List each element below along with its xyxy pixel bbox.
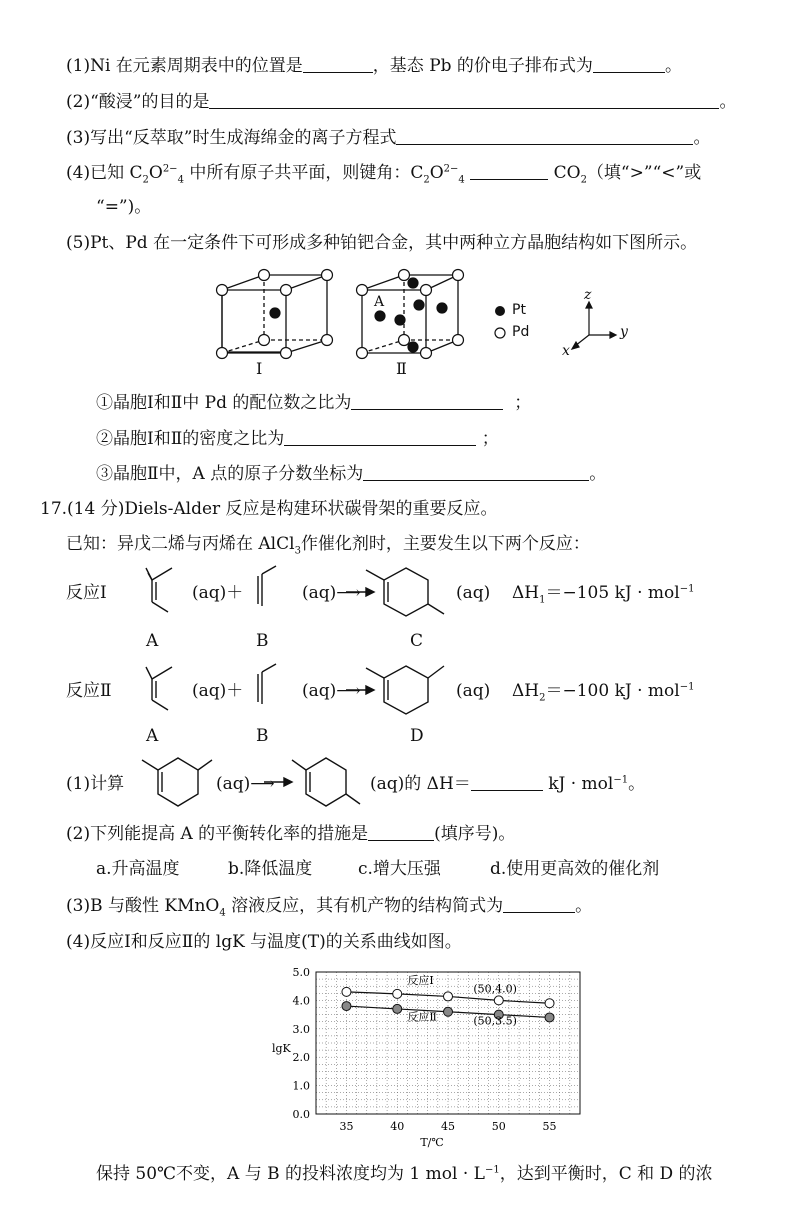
reaction-ii-label-a: A bbox=[146, 726, 159, 746]
reaction-ii-aq2: (aq)⟶ bbox=[302, 681, 361, 701]
text: 4 bbox=[458, 174, 465, 186]
text: 作催化剂时，主要发生以下两个反应： bbox=[300, 534, 590, 554]
text: −1 bbox=[679, 583, 695, 595]
text: ； bbox=[514, 393, 532, 413]
q16-p1-end: 。 bbox=[664, 56, 682, 76]
data-point bbox=[545, 999, 554, 1008]
y-tick-label: 5.0 bbox=[292, 966, 310, 979]
text: −1 bbox=[679, 681, 695, 693]
text: (5)Pt、Pd 在一定条件下可形成多种铂钯合金，其中两种立方晶胞结构如下图所示。 bbox=[66, 233, 698, 253]
text: (4)已知 C bbox=[66, 163, 143, 183]
x-tick-label: 35 bbox=[339, 1120, 354, 1133]
text: ； bbox=[481, 429, 499, 449]
reaction-i-label-a: A bbox=[146, 631, 159, 651]
data-point bbox=[444, 992, 453, 1001]
text: （填“>”“<”或 bbox=[586, 163, 702, 183]
text: ＝−100 kJ · mol bbox=[545, 681, 680, 701]
reaction-ii-aq3: (aq) bbox=[456, 681, 491, 701]
data-point bbox=[494, 996, 503, 1005]
q16-p2-text: (2)“酸浸”的目的是 bbox=[66, 92, 210, 112]
option-b: b.降低温度 bbox=[228, 859, 313, 879]
reaction-i-name: 反应Ⅰ bbox=[66, 583, 107, 603]
y-tick-label: 0.0 bbox=[292, 1108, 310, 1121]
q17-p4-text: (4)反应Ⅰ和反应Ⅱ的 lgK 与温度(T)的关系曲线如图。 bbox=[66, 932, 462, 952]
q16-p1-text-a: (1)Ni 在元素周期表中的位置是 bbox=[66, 56, 303, 76]
y-tick-label: 3.0 bbox=[292, 1022, 310, 1036]
text: ①晶胞Ⅰ和Ⅱ中 Pd 的配位数之比为 bbox=[96, 393, 352, 413]
text: 保持 50℃不变，A 与 B 的投料浓度均为 1 mol · L bbox=[96, 1164, 485, 1184]
reaction-i-label-b: B bbox=[256, 631, 269, 651]
y-tick-label: 1.0 bbox=[292, 1079, 310, 1093]
x-tick-label: 45 bbox=[441, 1120, 455, 1133]
text: −1 bbox=[484, 1164, 500, 1176]
y-tick-label: 4.0 bbox=[292, 994, 310, 1008]
text: (2)下列能提高 A 的平衡转化率的措施是 bbox=[66, 824, 369, 844]
text: 。 bbox=[589, 464, 607, 484]
text: ＝−105 kJ · mol bbox=[545, 583, 680, 603]
q16-p1-text-b: ，基态 Pb 的价电子排布式为 bbox=[372, 56, 593, 76]
text: “=”)。 bbox=[96, 197, 152, 217]
q17-last-line bbox=[96, 1163, 713, 1185]
series-label-ii: 反应Ⅱ bbox=[407, 1010, 437, 1024]
text: O bbox=[148, 163, 163, 183]
q16-p3-end: 。 bbox=[693, 128, 711, 148]
text: 中所有原子共平面，则键角：C bbox=[183, 163, 424, 183]
text: ΔH bbox=[512, 583, 540, 603]
series-label-i: 反应Ⅰ bbox=[407, 974, 434, 988]
q17-title: 17.(14 分)Diels-Alder 反应是构建环状碳骨架的重要反应。 bbox=[40, 499, 498, 519]
text: 1 bbox=[539, 594, 546, 606]
data-point bbox=[444, 1007, 453, 1016]
reaction-i-aq2: (aq)⟶ bbox=[302, 583, 361, 603]
axis-y-label: y bbox=[620, 324, 628, 340]
q16-p4: (4)已知 $C_2O^{2-}_4$ 中所有原子共平面，则键角：$C_2O^{2-}_4$ $CO_2$（填“>”“<”或 bbox=[66, 163, 702, 186]
reaction-ii-name: 反应Ⅱ bbox=[66, 681, 112, 701]
option-c: c.增大压强 bbox=[358, 859, 441, 879]
y-axis-label: lgK bbox=[272, 1042, 291, 1055]
text: 2 bbox=[539, 692, 546, 704]
text: ③晶胞Ⅱ中，A 点的原子分数坐标为 bbox=[96, 464, 364, 484]
text: O bbox=[429, 163, 444, 183]
y-tick-label: 2.0 bbox=[292, 1051, 310, 1065]
text: (aq)的 ΔH＝ bbox=[370, 774, 471, 794]
text: 4 bbox=[177, 174, 184, 186]
text: ΔH bbox=[512, 681, 540, 701]
reaction-ii-label-d: D bbox=[410, 726, 424, 746]
axis-x-label: x bbox=[562, 343, 570, 359]
reaction-i-aq1: (aq)＋ bbox=[192, 583, 244, 603]
annotation-label: (50,4.0) bbox=[473, 982, 517, 996]
option-a: a.升高温度 bbox=[96, 859, 180, 879]
text: ②晶胞Ⅰ和Ⅱ的密度之比为 bbox=[96, 429, 285, 449]
data-point bbox=[342, 1002, 351, 1011]
text: 2− bbox=[162, 163, 178, 175]
reaction-i-aq3: (aq) bbox=[456, 583, 491, 603]
q17-p1-aq1: (aq)⟶ bbox=[216, 774, 275, 794]
option-d: d.使用更高效的催化剂 bbox=[490, 859, 660, 879]
text: 已知：异戊二烯与丙烯在 AlCl bbox=[66, 534, 295, 554]
data-point bbox=[342, 987, 351, 996]
text: 3 bbox=[294, 545, 301, 557]
q16-p3-text: (3)写出“反萃取”时生成海绵金的离子方程式 bbox=[66, 128, 397, 148]
x-tick-label: 55 bbox=[542, 1120, 557, 1133]
data-point bbox=[393, 989, 402, 998]
cell-i-label: Ⅰ bbox=[256, 359, 263, 378]
data-point bbox=[545, 1013, 554, 1022]
text: CO bbox=[553, 163, 581, 183]
legend-pt-label: Pt bbox=[512, 302, 526, 318]
q17-p1-text: (1)计算 bbox=[66, 774, 125, 794]
legend-pd-label: Pd bbox=[512, 324, 530, 340]
x-tick-label: 40 bbox=[390, 1120, 405, 1133]
q16-p2-end: 。 bbox=[719, 92, 737, 112]
reaction-i-label-c: C bbox=[410, 631, 424, 651]
text: 溶液反应，其有机产物的结构简式为 bbox=[225, 896, 504, 916]
text: (3)B 与酸性 KMnO bbox=[66, 896, 220, 916]
point-a-label: A bbox=[374, 294, 385, 310]
axis-z-label: z bbox=[584, 287, 592, 303]
text: −1 bbox=[613, 774, 629, 786]
text: (填序号)。 bbox=[434, 824, 516, 844]
text: kJ · mol bbox=[548, 774, 614, 794]
text: 2− bbox=[443, 163, 459, 175]
annotation-label: (50,3.5) bbox=[473, 1014, 517, 1028]
text: 。 bbox=[628, 774, 646, 794]
text: 4 bbox=[219, 907, 226, 919]
x-tick-label: 50 bbox=[491, 1120, 506, 1133]
x-axis-label: T/℃ bbox=[420, 1136, 444, 1149]
text: ，达到平衡时，C 和 D 的浓 bbox=[499, 1164, 713, 1184]
cell-ii-label: Ⅱ bbox=[396, 359, 407, 378]
data-point bbox=[393, 1004, 402, 1013]
reaction-ii-label-b: B bbox=[256, 726, 269, 746]
text: 。 bbox=[575, 896, 593, 916]
reaction-ii-aq1: (aq)＋ bbox=[192, 681, 244, 701]
